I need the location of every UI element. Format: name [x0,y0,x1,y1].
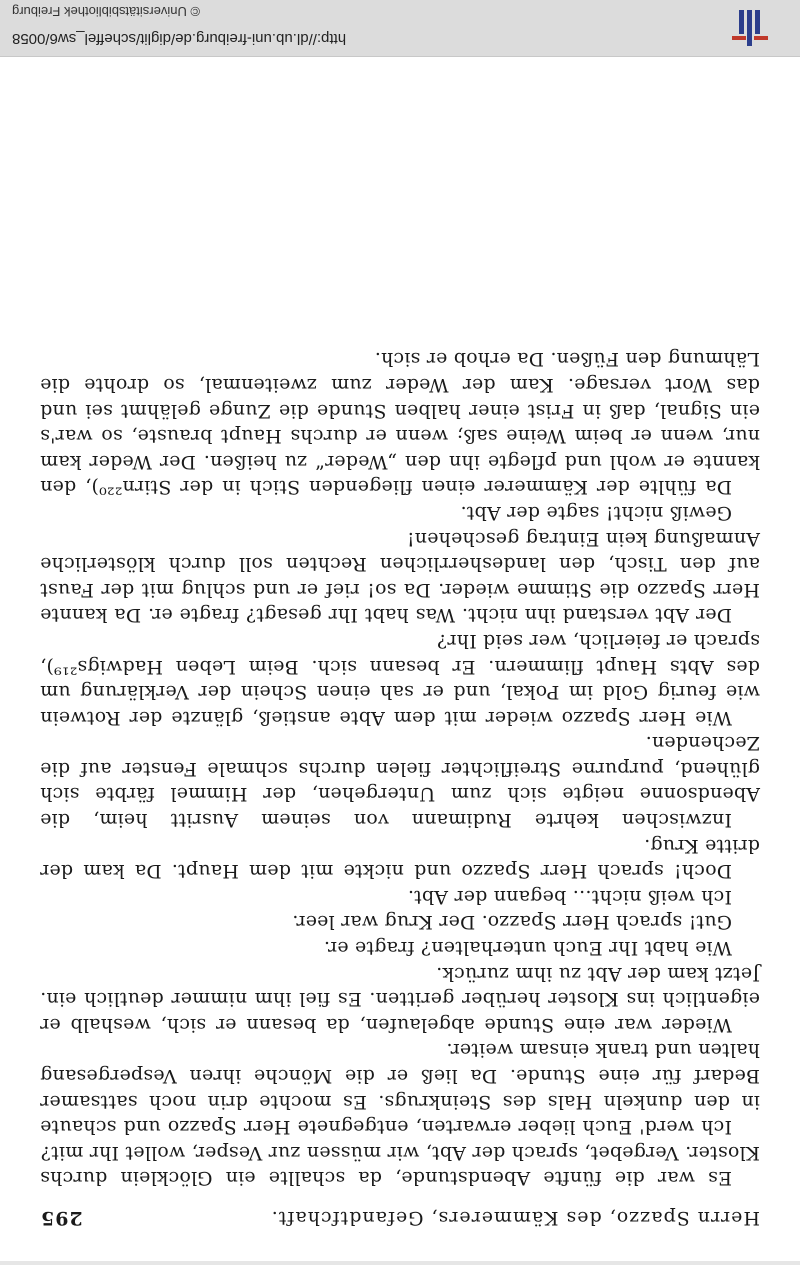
page-number: 295 [40,1207,83,1229]
scanned-book-page [40,150,760,1230]
paragraph: Es war die fünfte Abendstunde, da schallte ein Glöcklein durchs Kloster. Vergebet, sprach der Abt, wir müssen zur Vesper, wollet Ihr mit? [40,1141,760,1190]
running-head [40,1204,760,1230]
copyright-notice: © Universitätsbibliothek Freiburg [12,4,201,19]
paragraph: Inzwischen kehrte Rudimann von seinem Ausritt heim, die Abendsonne neigte sich zum Untergehen, der Himmel färbte sich glühend, purpurne Streiflichter fielen durchs schmale Fenster auf die Zechenden. [40,732,760,832]
paragraph: Gewiß nicht! sagte der Abt. [460,501,732,524]
permalink-url[interactable]: http://dl.ub.uni-freiburg.de/diglit/scheffel_sw6/0058 [12,30,347,47]
paragraph: Gut! sprach Herr Spazzo. Der Krug war leer. [292,911,732,934]
running-head-title: Herrn Spazzo, des Kämmerers, Gefandtfchaft. [270,1207,760,1229]
viewer-header [0,0,800,57]
paragraph: Ich weiß nicht… begann der Abt. [407,885,732,908]
paragraph: Doch! sprach Herr Spazzo und nickte mit dem Haupt. Da kam der dritte Krug. [40,834,760,883]
ub-freiburg-logo-icon[interactable] [730,8,770,48]
paragraph: Ich werd' Euch lieber erwarten, entgegnete Herr Spazzo und schaute in den dunkeln Hals des Steinkrugs. Es mochte drin noch sattsamer Bedarf für eine Stunde. Da ließ er die Mönche ihren Vespergesang halten und trank einsam weiter. [40,1039,760,1139]
paragraph: Wie habt Ihr Euch unterhalten? fragte er. [323,937,732,960]
paragraph: Wieder war eine Stunde abgelaufen, da besann er sich, weshalb er eigentlich ins Kloster herüber geritten. Es fiel ihm nimmer deutlich ein. Jetzt kam der Abt zu ihm zurück. [40,962,760,1036]
viewer-footer-edge [0,1261,800,1265]
paragraph: Da fühlte der Kämmerer einen fliegenden Stich in der Stirn²²⁰), den kannte er wohl und pflegte ihn den „Weder“ zu heißen. Der Weder kam nur, wenn er beim Weine saß; wenn er durchs Haupt brauste, so war's ein Signal, daß in Frist einer halben Stunde die Zunge gelähmt sei und das Wort versage. Kam der Weder zum zweitenmal, so drohte die Lähmung den Füßen. Da erhob er sich. [40,348,760,499]
paragraph: Wie Herr Spazzo wieder mit dem Abte anstieß, glänzte der Rotwein wie feurig Gold im Pokal, und er sah einen Schein der Verklärung um des Abts Haupt flimmern. Er besann sich. Beim Leben Hadwigs²¹⁹), sprach er feierlich, wer seid Ihr? [40,629,760,729]
paragraph: Der Abt verstand ihn nicht. Was habt Ihr gesagt? fragte er. Da kannte Herr Spazzo die Stimme wieder. Da so! rief er und schlug mit der Faust auf den Tisch, den landesherrlichen Rechten soll durch klösterliche Anmaßung kein Eintrag geschehen! [40,527,760,627]
